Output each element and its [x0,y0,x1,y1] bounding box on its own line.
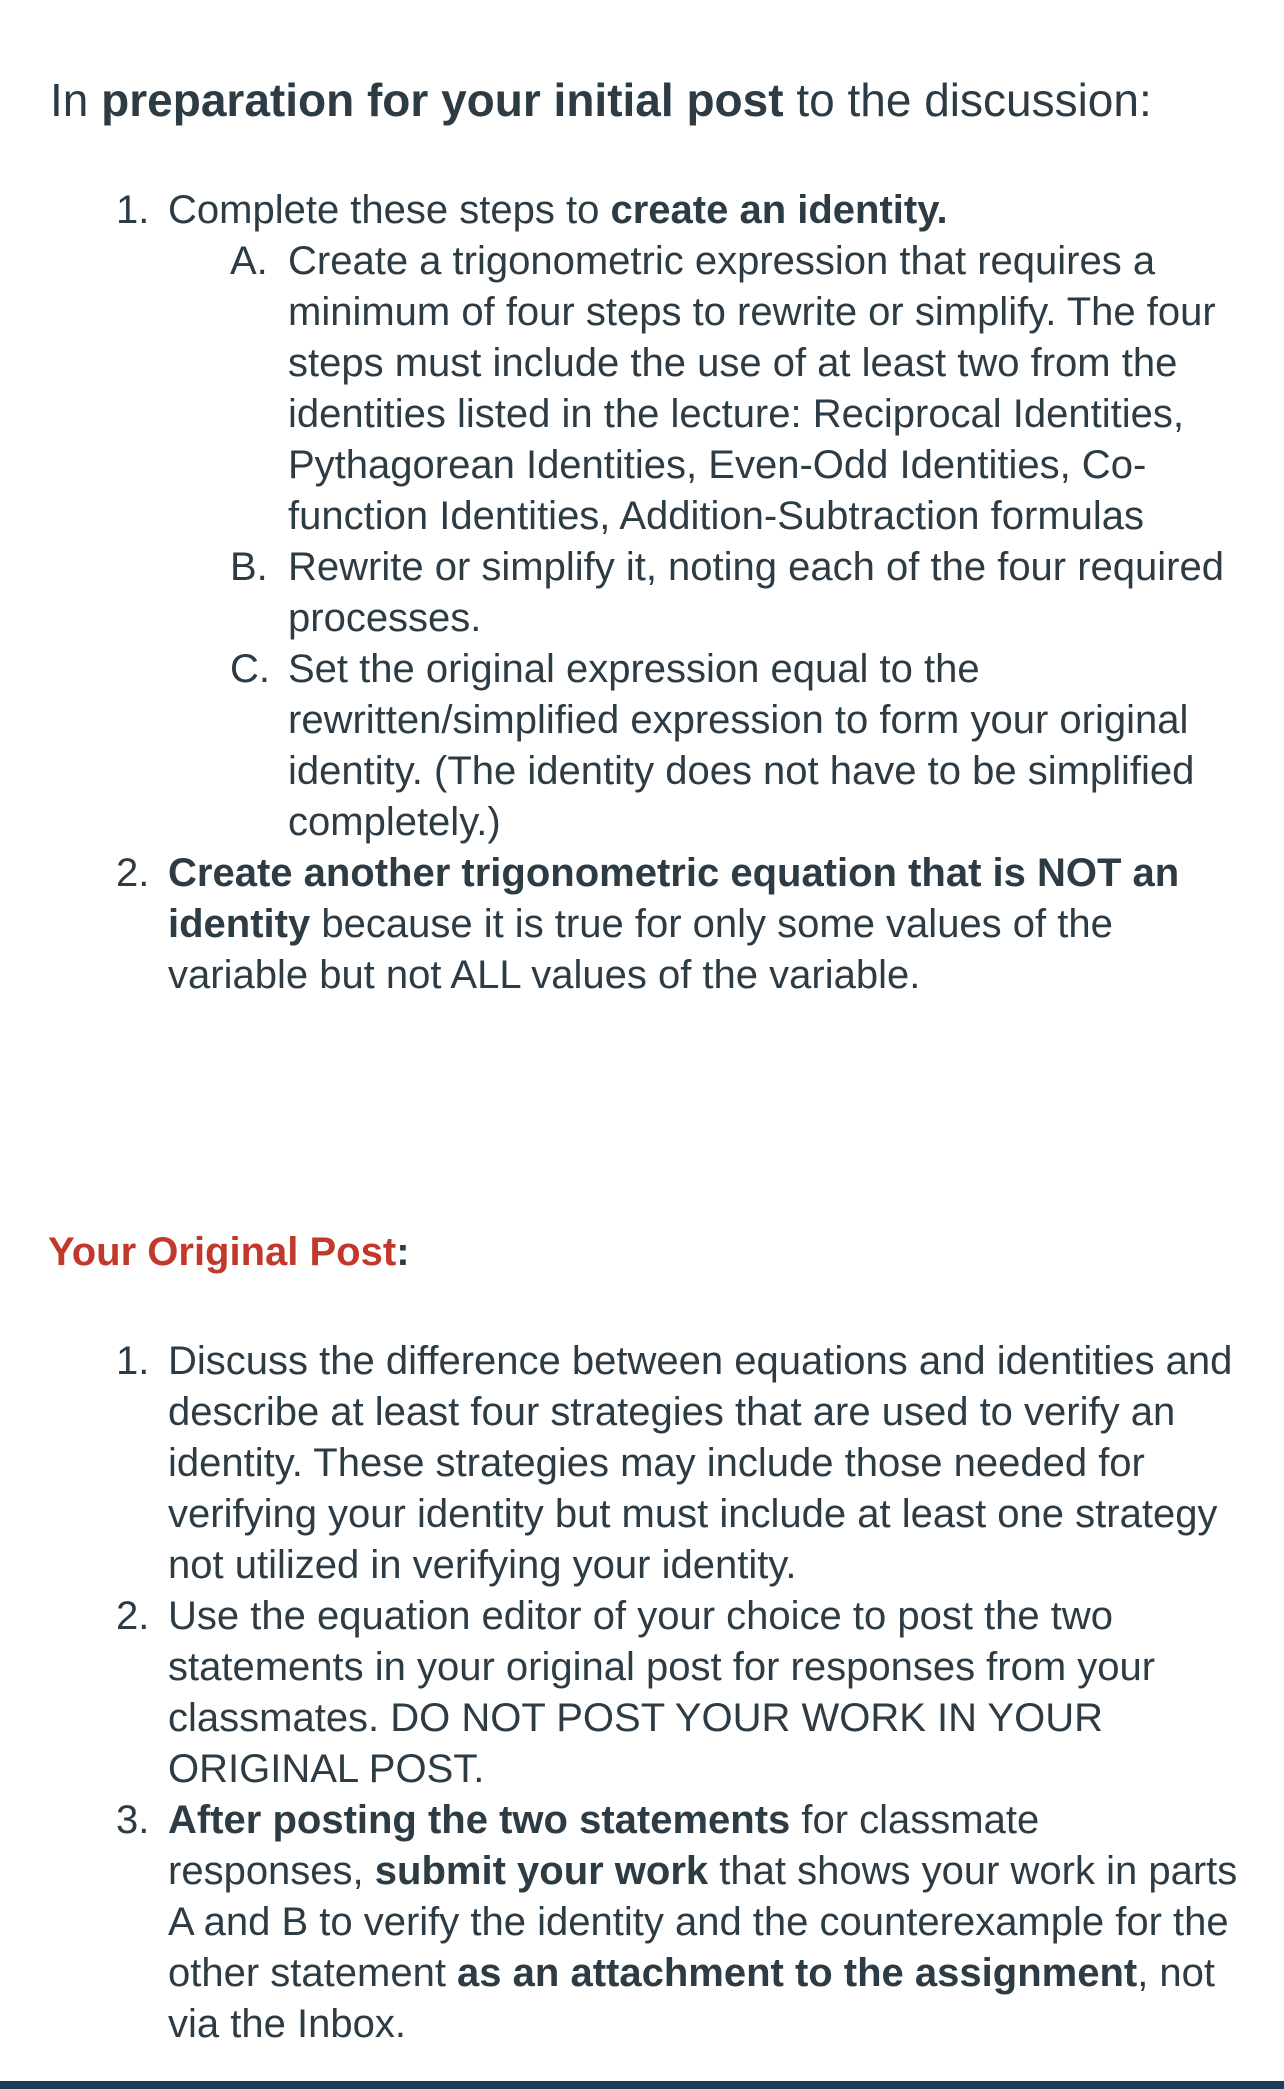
preparation-heading-bold: preparation for your initial post [101,74,784,126]
list-letter: A. [230,239,268,283]
item-bold-text: as an attachment to the assignment [457,1951,1138,1995]
preparation-heading-pre: In [50,74,102,126]
step-bold-text: create an identity. [610,188,948,232]
item-text: that shows your work in parts A and B to verify the identity and the counterexample for the other statement [168,1849,1238,1995]
original-post-item-1 [0,1336,1284,1591]
substep-b [168,542,1244,644]
original-post-list [0,1336,1284,2050]
item-text: Use the equation editor of your choice to post the two statements in your original post for responses from your classmates. DO NOT POST YOUR WORK IN YOUR ORIGINAL POST. [168,1594,1156,1791]
original-post-heading [48,1224,410,1280]
preparation-step-2 [0,848,1284,1001]
substep-text: Set the original expression equal to the rewritten/simplified expression to form your original identity. (The identity does not have to be simplified completely.) [288,647,1195,844]
substep-text: Rewrite or simplify it, noting each of the four required processes. [288,545,1224,640]
bottom-divider-bar [0,2081,1284,2089]
list-number: 2. [116,1594,150,1638]
list-number: 2. [116,851,150,895]
substep-text: Create a trigonometric expression that requires a minimum of four steps to rewrite or simplify. The four steps must include the use of at least two from the identities listed in the lecture: Reciprocal Identities, Pythagorean Identities, Even-Odd Identities, Co-function Identities, Addition-Subtraction formulas [288,239,1216,538]
step-bold-text: Create another trigonometric equation that is NOT an identity [168,851,1180,946]
item-text: Discuss the difference between equations and identities and describe at least four strategies that are used to verify an identity. These strategies may include those needed for verifying your identity but must include at least one strategy not utilized in verifying your identity. [168,1339,1233,1587]
step-text: Complete these steps to [168,188,611,232]
preparation-heading [50,70,1152,130]
preparation-heading-post: to the discussion: [783,74,1152,126]
list-number: 3. [116,1798,150,1842]
preparation-steps-list [0,185,1284,1001]
substep-c [168,644,1244,848]
item-bold-text: After posting the two statements [168,1798,791,1842]
original-post-heading-colon: : [396,1230,410,1274]
item-bold-text: submit your work [374,1849,709,1893]
original-post-item-3 [0,1795,1284,2050]
identity-substeps-list [168,236,1244,848]
original-post-item-2 [0,1591,1284,1795]
list-number: 1. [116,1339,150,1383]
preparation-step-1 [0,185,1284,848]
item-text: for classmate responses, [168,1798,1040,1893]
substep-a [168,236,1244,542]
list-letter: B. [230,545,268,589]
list-letter: C. [230,647,270,691]
original-post-heading-label: Your Original Post [48,1230,397,1274]
item-text: , not via the Inbox. [168,1951,1216,2046]
step-text: because it is true for only some values of the variable but not ALL values of the variable. [168,902,1113,997]
list-number: 1. [116,188,150,232]
